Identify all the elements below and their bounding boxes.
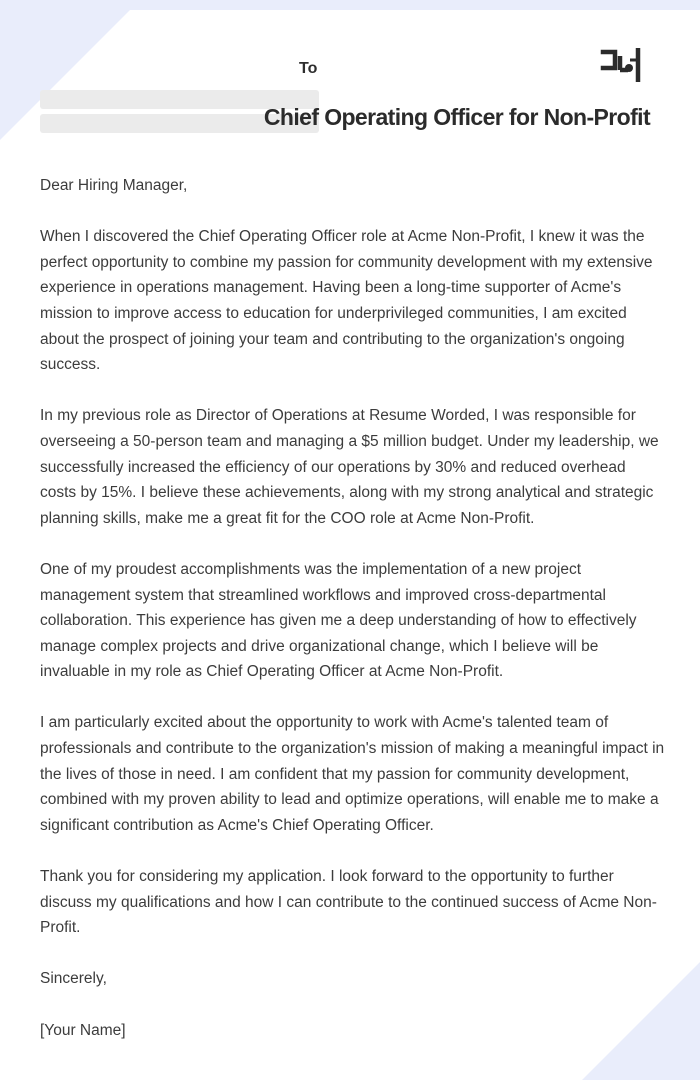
letter-body: [40, 173, 665, 1069]
recipient-to-label: To: [299, 60, 318, 77]
letter-paragraph: I am particularly excited about the opportunity to work with Acme's talented team of professionals and contribute to the organization's mission of making a meaningful impact in the lives of those in need. I am confident that my passion for community development, combined with my proven ability to lead and optimize operations, will enable me to make a significant contribution as Acme's Chief Operating Officer.: [40, 714, 665, 834]
letter-paragraph: One of my proudest accomplishments was the implementation of a new project management system that streamlined workflows and improved cross-departmental collaboration. This experience has given me a deep understanding of how to effectively manage complex projects and drive organizational change, which I believe will be invaluable in my role as Chief Operating Officer at Acme Non-Profit.: [40, 560, 637, 681]
job-title-heading: Chief Operating Officer for Non-Profit: [263, 104, 650, 130]
letter-closing: Sincerely,: [40, 970, 107, 988]
letter-page: [0, 10, 700, 1080]
letter-paragraph: When I discovered the Chief Operating Officer role at Acme Non-Profit, I knew it was the perfect opportunity to combine my passion for community development with my extensive experience in operations management. Having been a long-time supporter of Acme's mission to improve access to education for underprivileged communities, I am excited about the prospect of joining your team and contributing to the organization's ongoing success.: [40, 228, 653, 374]
letter-signature: [Your Name]: [40, 1021, 126, 1039]
letter-paragraph: Thank you for considering my application. I look forward to the opportunity to further discuss my qualifications and how I can contribute to the continued success of Acme Non-Profit.: [40, 868, 657, 937]
brand-logo-icon: [600, 46, 646, 84]
letter-paragraph: In my previous role as Director of Operations at Resume Worded, I was responsible for overseeing a 50-person team and managing a $5 million budget. Under my leadership, we successfully increased the efficiency of our operations by 30% and reduced overhead costs by 15%. I believe these achievements, along with my strong analytical and strategic planning skills, make me a great fit for the COO role at Acme Non-Profit.: [40, 407, 659, 527]
letter-greeting: Dear Hiring Manager,: [40, 177, 188, 194]
